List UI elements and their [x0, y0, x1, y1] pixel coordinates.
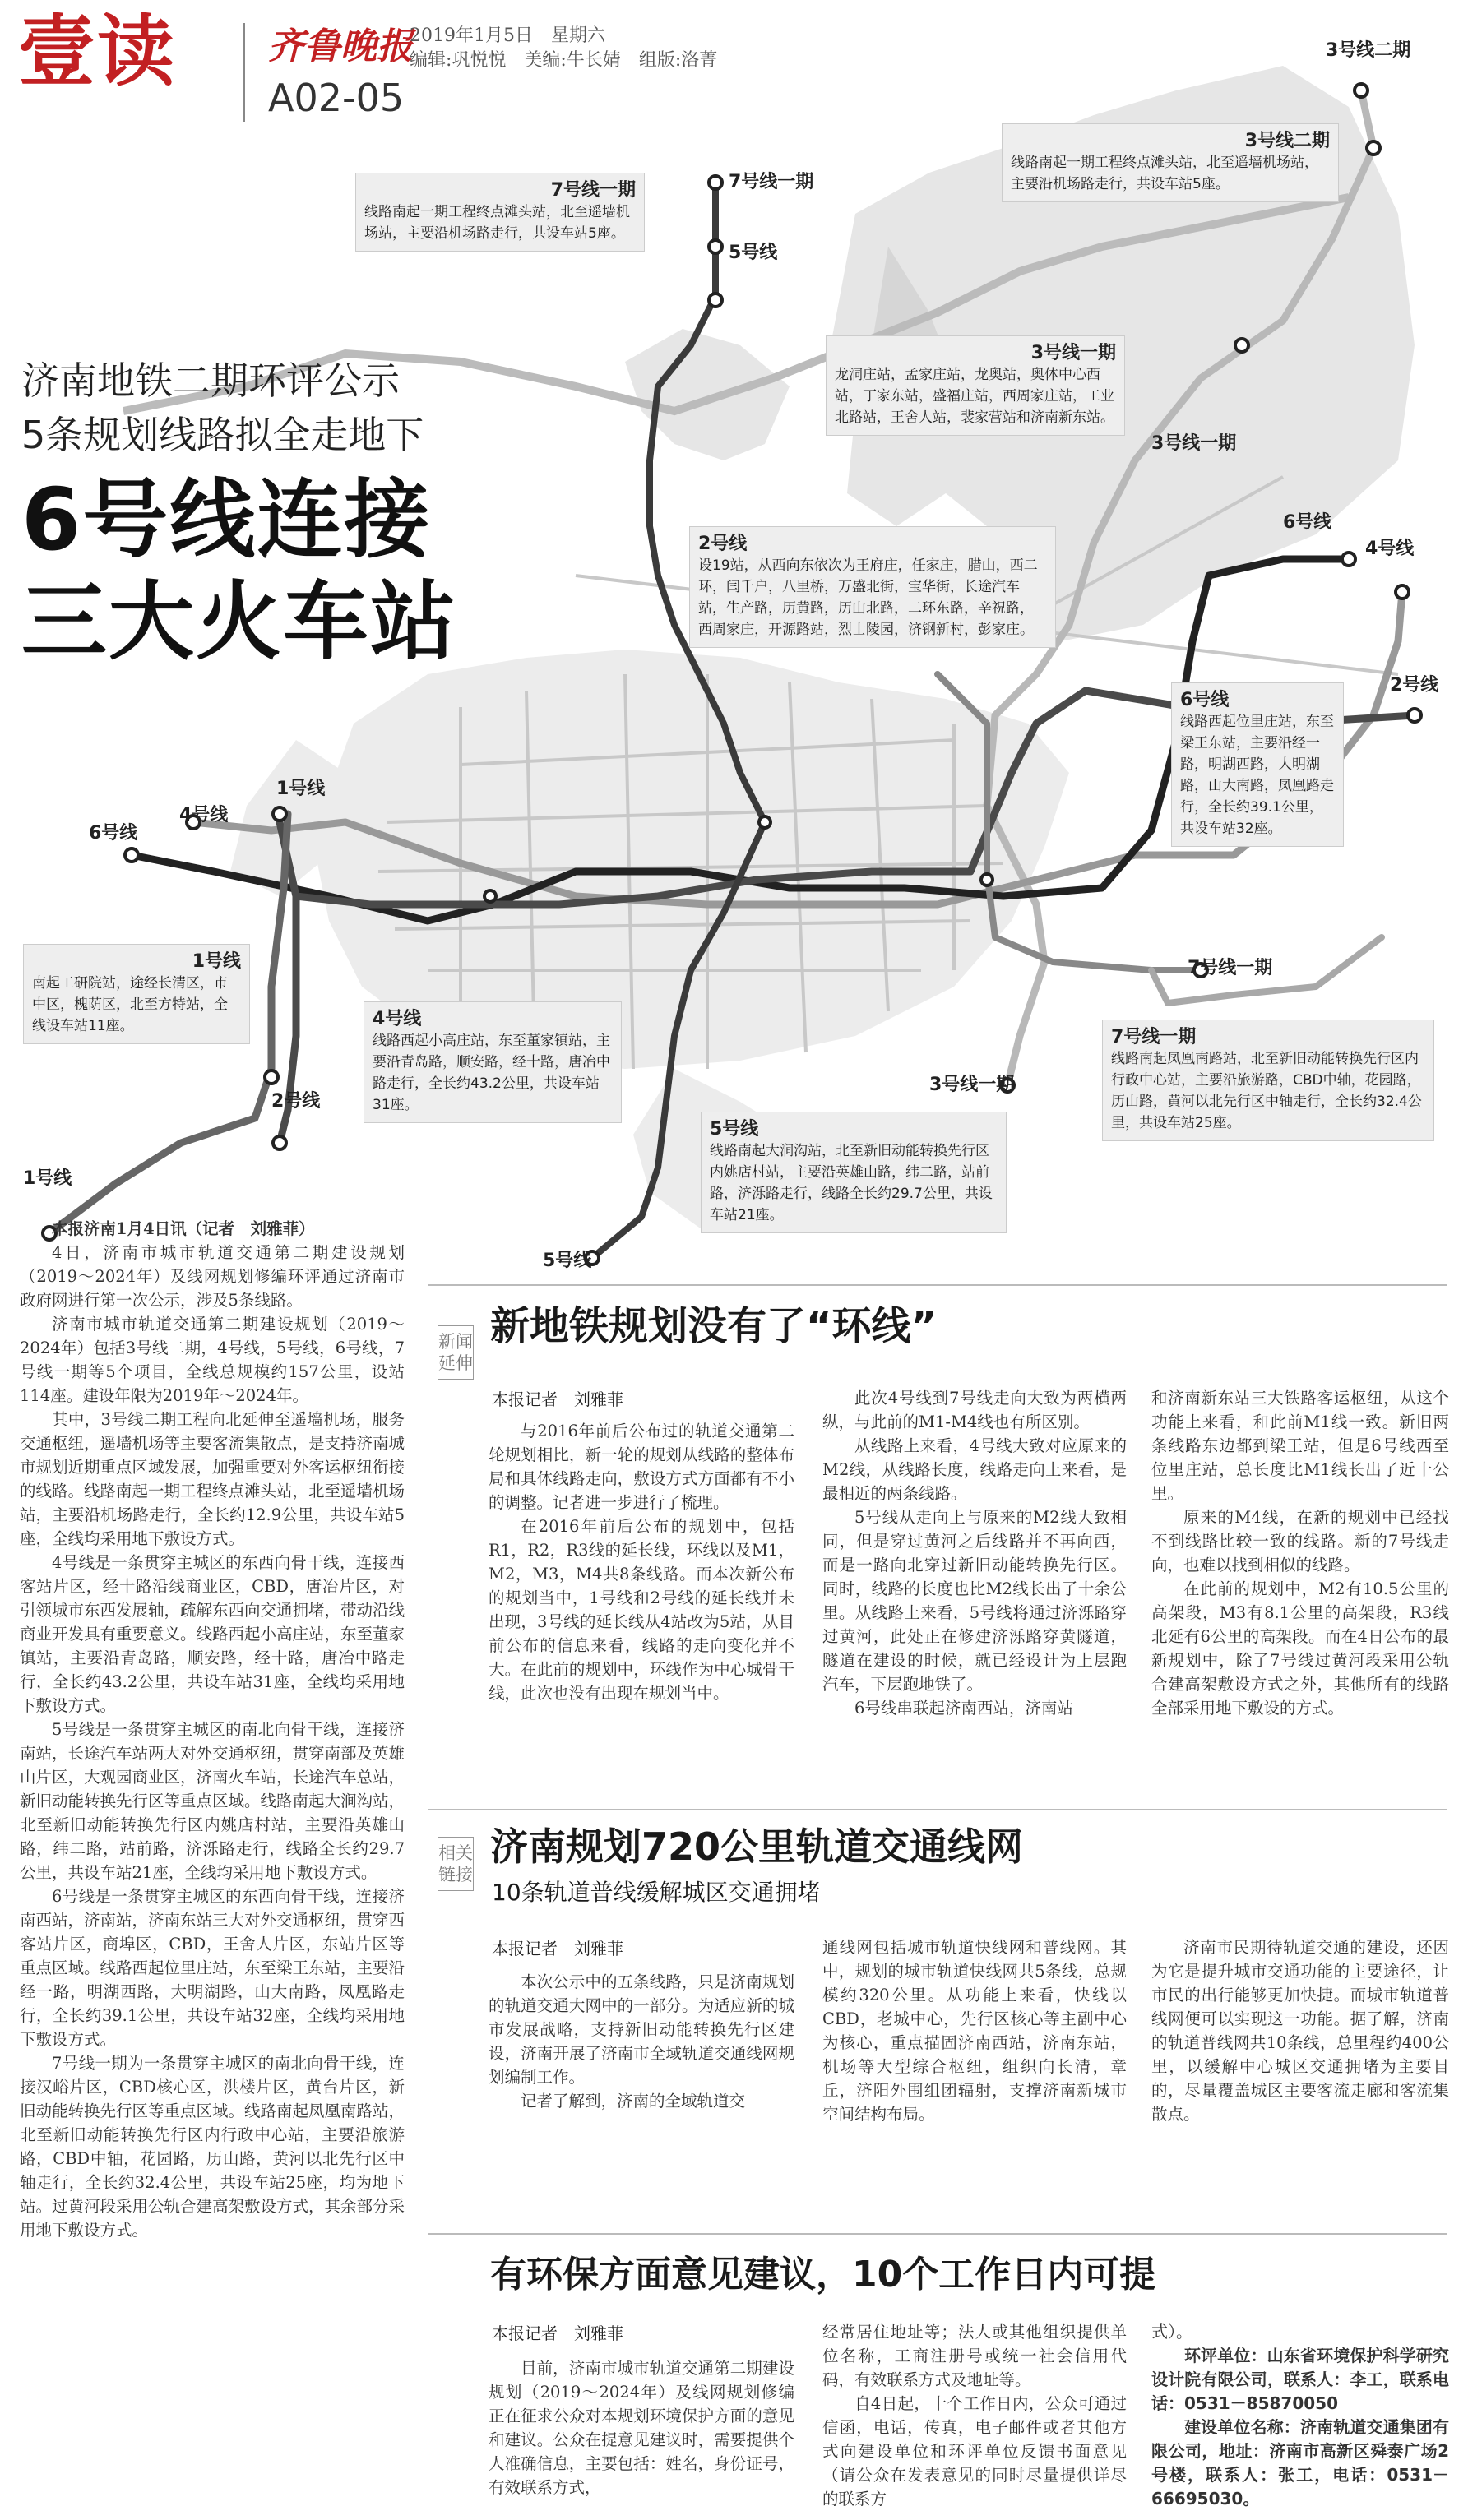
map-label-line6-east: 6号线: [1283, 512, 1332, 533]
callout-line5: [701, 1112, 1007, 1233]
paragraph: 从线路上来看，4号线大致对应原来的M2线，从线路长度，线路走向上来看，是最相近的两条线路。: [822, 1436, 1127, 1503]
callout-line1: [23, 944, 250, 1044]
paragraph: 本次公示中的五条线路，只是济南规划的轨道交通大网中的一部分。为适应新的城市发展战略，支持新旧动能转换先行区建设，济南开展了济南市全域轨道交通线网规划编制工作。: [489, 1972, 794, 2087]
section3-col2: [822, 2320, 1127, 2511]
paragraph: 式）。: [1151, 2322, 1192, 2342]
callout-body: 线路西起小高庄站，东至董家镇站，主要沿青岛路，顺安路，经十路，唐冶中路走行，全长约43.2公里，共设车站31座。: [373, 1033, 610, 1113]
paragraph: 在2016年前后公布的规划中，包括R1，R2，R3线的延长线，环线以及M1，M2，M3，M4共8条线路。而本次新公布的规划当中，1号线和2号线的延长线并未出现，3号线的延长线从4站改为5站，从目前公布的信息来看，线路的走向变化并不大。在此前的规划中，环线作为中心城骨干线，此次也没有出现在规划当中。: [489, 1517, 794, 1703]
main-headline: [21, 354, 564, 673]
staff-credits: 编辑:巩悦悦 美编:牛长婧 组版:洛菁: [410, 50, 718, 71]
section1-col2: [822, 1386, 1127, 1720]
lead-paragraph: 济南市城市轨道交通第二期建设规划（2019～2024年）包括3号线二期，4号线，5号线，6号线，7号线一期等5个项目，全线总规模约157公里，设站114座。建设年限为2019年～2024年。: [20, 1315, 405, 1405]
lead-paragraph: 4号线是一条贯穿主城区的东西向骨干线，连接西客站片区，经十路沿线商业区，CBD，唐冶片区，对引领城市东西发展轴，疏解东西向交通拥堵，带动沿线商业开发具有重要意义。线路西起小高庄站，东至董家镇站，主要沿青岛路，顺安路，经十路，唐冶中路走行，全长约43.2公里，共设车站31座，全线均采用地下敷设方式。: [20, 1553, 405, 1715]
paragraph: 目前，济南市城市轨道交通第二期建设规划（2019～2024年）及线网规划修编正在征求公众对本规划环境保护方面的意见和建议。公众在提意见建议时，需要提供个人准确信息，主要包括：姓名，身份证号，有效联系方式，: [489, 2359, 794, 2497]
callout-line7-phase1-north: [355, 173, 645, 252]
callout-title: 7号线一期: [1111, 1027, 1197, 1047]
callout-title: 3号线一期: [1030, 343, 1116, 363]
callout-line4: [364, 1001, 622, 1123]
section1-col1: [489, 1419, 794, 1705]
lead-paragraph: 4日，济南市城市轨道交通第二期建设规划（2019～2024年）及线网规划修编环评通过济南市政府网进行第一次公示，涉及5条线路。: [20, 1243, 405, 1310]
section1-title: 新地铁规划没有了“环线”: [490, 1303, 938, 1349]
map-label-line5-south: 5号线: [543, 1251, 592, 1271]
callout-title: 7号线一期: [550, 180, 636, 201]
map-label-line1-north: 1号线: [276, 779, 326, 799]
callout-body: 线路南起凤凰南路站，北至新旧动能转换先行区内行政中心站，主要沿旅游路，CBD中轴，花园路，历山路，黄河以北先行区中轴走行，全长约32.4公里，共设车站25座。: [1111, 1051, 1422, 1131]
callout-body: 设19站，从西向东依次为王府庄，任家庄，腊山，西二环，闫千户，八里桥，万盛北街，宝华街，长途汽车站，生产路，历黄路，历山北路，二环东路，辛祝路，西周家庄，开源路站，烈士陵园，济钢新村，彭家庄。: [698, 557, 1038, 638]
map-label-line7-east: 7号线一期: [1188, 958, 1273, 978]
map-label-line2-west: 2号线: [271, 1091, 321, 1112]
map-label-line3-phase2: 3号线二期: [1326, 40, 1411, 61]
dateline: 本报济南1月4日讯（记者 刘雅菲）: [52, 1219, 315, 1238]
paragraph: 6号线串联起济南西站，济南站: [854, 1699, 1073, 1718]
callout-title: 1号线: [192, 951, 241, 972]
issue-date: 2019年1月5日 星期六: [410, 25, 605, 46]
map-label-line7-north: 7号线一期: [729, 172, 814, 192]
map-label-line6-west: 6号线: [89, 823, 138, 844]
paragraph: 在此前的规划中，M2有10.5公里的高架段，M3有8.1公里的高架段，R3线北延有6公里的高架段。而在4日公布的最新规划中，除了7号线过黄河段采用公轨合建高架敷设方式之外，其他所有的线路全部采用地下敷设的方式。: [1151, 1579, 1449, 1718]
section-tag: 新闻延伸: [438, 1325, 474, 1380]
section3-byline: 本报记者 刘雅菲: [492, 2323, 623, 2343]
paragraph: 通线网包括城市轨道快线网和普线网。其中，规划的城市轨道快线网共5条线，总规模约320公里。从功能上来看，快线以CBD，老城中心，先行区核心等主副中心为核心，重点描固济南西站，济南东站，机场等大型综合枢纽，组织向长清，章丘，济阳外围组团辐射，支撑济南新城市空间结构布局。: [822, 1938, 1127, 2124]
lead-paragraph: 6号线是一条贯穿主城区的东西向骨干线，连接济南西站，济南站，济南东站三大对外交通枢纽，贯穿西客站片区，商埠区，CBD，王舍人片区，东站片区等重点区域。线路西起位里庄站，东至梁王东站，主要沿经一路，明湖西路，大明湖路，山大南路，凤凰路走行，全长约39.1公里，共设车站32座，全线均采用地下敷设方式。: [20, 1887, 405, 2049]
paragraph: 自4日起，十个工作日内，公众可通过信函，电话，传真，电子邮件或者其他方式向建设单位和环评单位反馈书面意见（请公众在发表意见的同时尽量提供详尽的联系方: [822, 2394, 1127, 2508]
lead-paragraph: 7号线一期为一条贯穿主城区的南北向骨干线，连接汉峪片区，CBD核心区，洪楼片区，黄台片区，新旧动能转换先行区等重点区域。线路南起凤凰南路站，北至新旧动能转换先行区内行政中心站，主要沿旅游路，CBD中轴，花园路，历山路，黄河以北先行区中轴走行，全长约32.4公里，共设车站25座，均为地下站。过黄河段采用公轨合建高架敷设方式，其余部分采用地下敷设方式。: [20, 2054, 405, 2240]
paragraph: 记者了解到，济南的全域轨道交: [521, 2092, 746, 2111]
map-label-line4-east: 4号线: [1365, 539, 1415, 559]
section2-title: 济南规划720公里轨道交通线网: [490, 1824, 1024, 1869]
headline-line3: 6号线连接: [21, 469, 432, 570]
section2-col3: [1151, 1935, 1449, 2126]
section2-subtitle: 10条轨道普线缓解城区交通拥堵: [492, 1879, 821, 1906]
eia-contact: 环评单位：山东省环境保护科学研究设计院有限公司，联系人：李工，联系电话：0531－85870050: [1151, 2346, 1449, 2413]
paragraph: 5号线从走向上与原来的M2线大致相同，但是穿过黄河之后线路并不再向西，而是一路向北穿过新旧动能转换先行区。同时，线路的长度也比M2线长出了十余公里。从线路上来看，5号线将通过济泺路穿过黄河，此处正在修建济泺路穿黄隧道，隧道在建设的时候，就已经设计为上层跑汽车，下层跑地铁了。: [822, 1508, 1127, 1694]
lead-article: [20, 1217, 405, 2242]
callout-body: 线路南起一期工程终点滩头站，北至遥墙机场站，主要沿机场路走行，共设车站5座。: [364, 204, 630, 242]
map-label-line3-phase1: 3号线一期: [1151, 433, 1237, 454]
paragraph: 原来的M4线，在新的规划中已经找不到线路比较一致的线路。新的7号线走向，也难以找到相似的线路。: [1151, 1508, 1449, 1574]
callout-line6: [1171, 682, 1344, 847]
callout-body: 龙洞庄站，孟家庄站，龙奥站，奥体中心西站，丁家东站，盛福庄站，西周家庄站，工业北路站，王舍人站，裴家营站和济南新东站。: [835, 367, 1114, 426]
section3-title: 有环保方面意见建议，10个工作日内可提: [490, 2254, 1156, 2296]
section1-col3: [1151, 1386, 1449, 1720]
map-label-line5-north: 5号线: [729, 243, 778, 263]
callout-title: 6号线: [1180, 690, 1230, 710]
section2-col2: [822, 1935, 1127, 2126]
callout-body: 线路西起位里庄站，东至梁王东站，主要沿经一路，明湖西路，大明湖路，山大南路，凤凰路走行，全长约39.1公里，共设车站32座。: [1180, 714, 1334, 837]
callout-line7-phase1-east: [1102, 1020, 1434, 1141]
headline-line1: 济南地铁二期环评公示: [21, 358, 400, 403]
callout-title: 3号线二期: [1244, 131, 1330, 151]
map-label-line2-east: 2号线: [1390, 675, 1439, 696]
callout-body: 南起工研院站，途经长清区，市中区，槐荫区，北至方特站，全线设车站11座。: [32, 975, 228, 1034]
paragraph: 和济南新东站三大铁路客运枢纽，从这个功能上来看，和此前M1线一致。新旧两条线路东边都到梁王站，但是6号线西至位里庄站，总长度比M1线长出了近十公里。: [1151, 1389, 1449, 1503]
section-divider: [428, 1809, 1447, 1810]
page-number: A02-05: [268, 76, 405, 120]
section2-byline: 本报记者 刘雅菲: [492, 1939, 623, 1958]
callout-line3-phase1: [826, 335, 1125, 436]
lead-paragraph: 5号线是一条贯穿主城区的南北向骨干线，连接济南站，长途汽车站两大对外交通枢纽，贯穿南部及英雄山片区，大观园商业区，济南火车站，长途汽车总站，新旧动能转换先行区等重点区域。线路南起大涧沟站，北至新旧动能转换先行区内姚店村站，主要沿英雄山路，纬二路，站前路，济泺路走行，线路全长约29.7公里，共设车站21座，全线均采用地下敷设方式。: [20, 1720, 405, 1882]
lead-paragraph: 其中，3号线二期工程向北延伸至遥墙机场，服务交通枢纽，遥墙机场等主要客流集散点，是支持济南城市规划近期重点区域发展，加强重要对外客运枢纽衔接的线路。线路南起一期工程终点滩头站，北至遥墙机场站，主要沿机场路走行，全长约12.9公里，共设车站5座，全线均采用地下敷设方式。: [20, 1410, 405, 1548]
builder-contact: 建设单位名称：济南轨道交通集团有限公司，地址：济南市高新区舜泰广场2号楼，联系人：张工，电话：0531－66695030。: [1151, 2417, 1449, 2508]
callout-body: 线路南起大涧沟站，北至新旧动能转换先行区内姚店村站，主要沿英雄山路，纬二路，站前路，济泺路走行，线路全长约29.7公里，共设车站21座。: [710, 1143, 993, 1223]
section3-col3: [1151, 2320, 1449, 2511]
section-divider: [428, 2233, 1447, 2235]
paragraph: 济南市民期待轨道交通的建设，还因为它是提升城市交通功能的主要途径，让市民的出行能够更加快捷。而城市轨道普线网便可以实现这一功能。据了解，济南的轨道普线网共10条线，总里程约400公里，以缓解中心城区交通拥堵为主要目的，尽量覆盖城区主要客流走廊和客流集散点。: [1151, 1938, 1449, 2124]
column-logo: 壹读: [18, 7, 177, 97]
callout-line3-phase2: [1002, 123, 1339, 202]
headline-line4: 三大火车站: [21, 571, 458, 672]
paragraph: 经常居住地址等；法人或其他组织提供单位名称，工商注册号或统一社会信用代码，有效联系方式及地址等。: [822, 2323, 1127, 2389]
map-label-line4-west: 4号线: [179, 805, 229, 825]
map-label-line1-south: 1号线: [23, 1168, 72, 1189]
callout-line2: [689, 526, 1056, 648]
headline-line2: 5条规划线路拟全走地下: [21, 413, 424, 457]
paragraph: 与2016年前后公布过的轨道交通第二轮规划相比，新一轮的规划从线路的整体布局和具体线路走向，敷设方式方面都有不小的调整。记者进一步进行了梳理。: [489, 1422, 794, 1512]
section3-col1: [489, 2356, 794, 2499]
section-tag: 相关链接: [438, 1837, 474, 1891]
section-divider: [428, 1284, 1447, 1286]
callout-title: 4号线: [373, 1009, 422, 1029]
callout-body: 线路南起一期工程终点滩头站，北至遥墙机场站，主要沿机场路走行，共设车站5座。: [1011, 155, 1318, 192]
callout-title: 2号线: [698, 534, 748, 554]
paragraph: 此次4号线到7号线走向大致为两横两纵，与此前的M1-M4线也有所区别。: [822, 1389, 1127, 1431]
map-label-line3-south: 3号线一期: [929, 1075, 1015, 1095]
section2-col1: [489, 1970, 794, 2113]
section1-byline: 本报记者 刘雅菲: [492, 1389, 623, 1409]
callout-title: 5号线: [710, 1119, 759, 1140]
newspaper-name: 齐鲁晚报: [268, 25, 413, 67]
